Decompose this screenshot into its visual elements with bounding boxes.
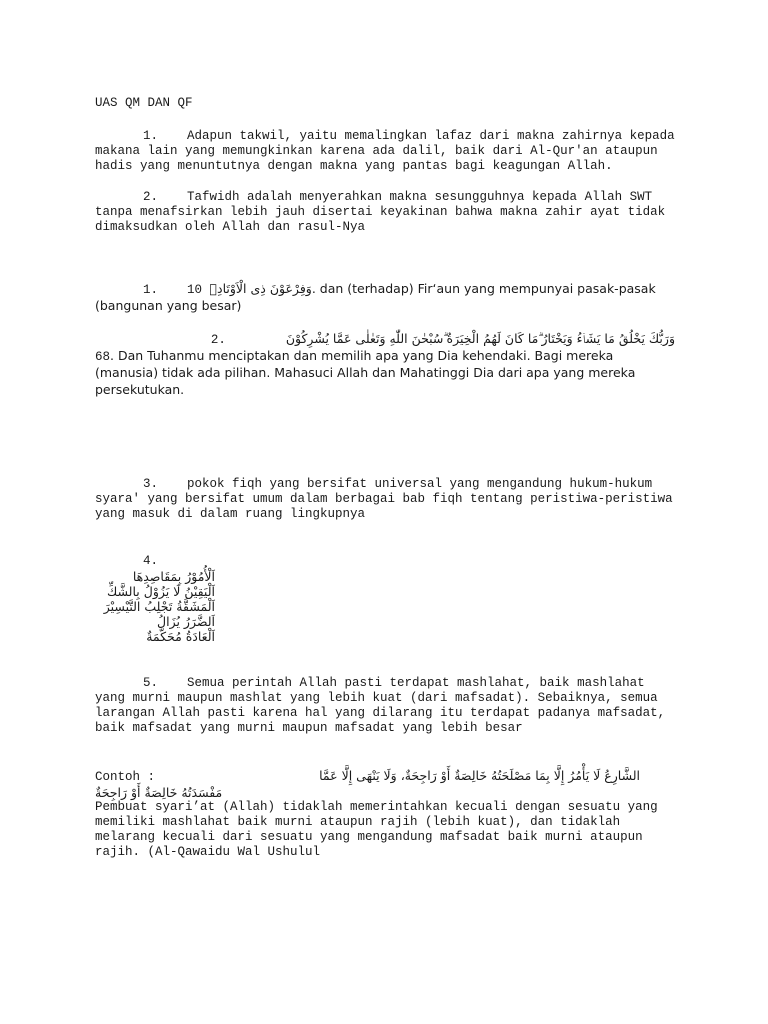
contoh-row — [95, 768, 640, 785]
pokok-text: pokok fiqh yang bersifat universal yang mengandung hukum-hukum syara' yang bersifat umum dalam berbagai bab fiqh tentang peristiwa-peristiwa yang masuk di dalam ruang lingkupnya — [95, 477, 673, 521]
qawaid-item: اَلْيَقِيْنُ لَا يَزُوْلُ بِالشَّكِّ — [107, 584, 215, 599]
verse-number: 10 — [187, 283, 203, 297]
item-number: 5. — [143, 676, 159, 690]
qawaid-list — [95, 569, 215, 644]
item-number: 1. — [143, 283, 159, 297]
ayat-2-block — [95, 331, 675, 399]
contoh-block — [95, 768, 675, 860]
item-number: 2. — [143, 190, 159, 204]
mashlahat-text: Semua perintah Allah pasti terdapat mashlahat, baik mashlahat yang murni maupun mashlat yang lebih kuat (dari mafsadat). Sebaiknya, semua larangan Allah pasti karena hal yang dilarang itu terdapat padanya mafsadat, baik mafsadat yang murni maupun mafsadat yang lebih besar — [95, 676, 666, 735]
ayat-1-translation: . dan (terhadap) Fir‘aun yang mempunyai pasak-pasak (bangunan yang besar) — [95, 281, 656, 313]
verse-number: 68 — [95, 350, 111, 364]
item-number: 2. — [210, 333, 226, 347]
ayat-2-arabic-line — [95, 331, 675, 348]
takwil-text: Adapun takwil, yaitu memalingkan lafaz dari makna zahirnya kepada makana lain yang memungkinkan karena ada dalil, baik dari Al-Qur'an ataupun hadis yang menuntutnya dengan makna yang pantas bagi keagungan Allah. — [95, 129, 675, 173]
contoh-arabic-line-2: مَفْسَدَتُهُ خَالِصَةٌ أَوْ رَاجِحَةٌ — [95, 785, 223, 800]
qawaid-item: اَلْمَشَقَّةُ تَجْلِبُ التَّيْسِيْرَ — [103, 599, 215, 614]
contoh-translation: Pembuat syari’at (Allah) tidaklah memerintahkan kecuali dengan sesuatu yang memiliki mashlahat baik murni ataupun rajih (lebih kuat), dan tidaklah melarang kecuali dari sesuatu yang mengandung mafsadat baik murni ataupun rajih. (Al-Qawaidu Wal Ushulul — [95, 800, 658, 859]
item-number: 3. — [143, 477, 159, 491]
document-title: UAS QM DAN QF — [95, 96, 193, 110]
tafwidh-paragraph — [95, 190, 675, 235]
contoh-label: Contoh : — [95, 770, 156, 784]
qawaid-item: اَلْعَادَةُ مُحَكَّمَةٌ — [146, 629, 215, 644]
qawaid-item: اَلْأُمُوْرُ بِمَقَاصِدِهَا — [132, 569, 215, 584]
mashlahat-paragraph — [95, 676, 675, 736]
document-page — [95, 96, 675, 860]
ayat-2-arabic: وَرَبُّكَ يَخْلُقُ مَا يَشَاۤءُ وَيَخْتَارُ ۗمَا كَانَ لَهُمُ الْخِيَرَةُ ۗسُبْحٰنَ اللّٰهِ وَتَعٰلٰى عَمَّا يُشْرِكُوْنَ — [285, 331, 675, 346]
takwil-paragraph — [95, 129, 675, 174]
ayat-2-translation-line — [95, 348, 675, 399]
item-number: 1. — [143, 129, 159, 143]
qawaid-block — [95, 554, 675, 644]
pokok-paragraph — [95, 477, 675, 522]
item-number: 4. — [143, 554, 159, 568]
ayat-1-arabic: وَفِرْعَوْنَ ذِى الْاَوْتَادِۙ — [209, 281, 312, 296]
ayat-1-paragraph — [95, 281, 675, 315]
tafwidh-text: Tafwidh adalah menyerahkan makna sesungguhnya kepada Allah SWT tanpa menafsirkan lebih jauh disertai keyakinan bahwa makna zahir ayat tidak dimaksudkan oleh Allah dan rasul-Nya — [95, 190, 666, 234]
ayat-2-translation: . Dan Tuhanmu menciptakan dan memilih apa yang Dia kehendaki. Bagi mereka (manusia) tidak ada pilihan. Mahasuci Allah dan Mahatinggi Dia dari apa yang mereka persekutukan. — [95, 348, 636, 397]
qawaid-item: اَلضَّرَرُ يُزَالُ — [157, 614, 215, 629]
contoh-arabic-line-1: الشَّارِعُ لَا يَأْمُرُ إِلَّا بِمَا مَصْلَحَتُهُ خَالِصَةٌ أَوْ رَاجِحَةٌ، وَلَا يَنْهَى إِلَّا عَمَّا — [319, 768, 640, 783]
